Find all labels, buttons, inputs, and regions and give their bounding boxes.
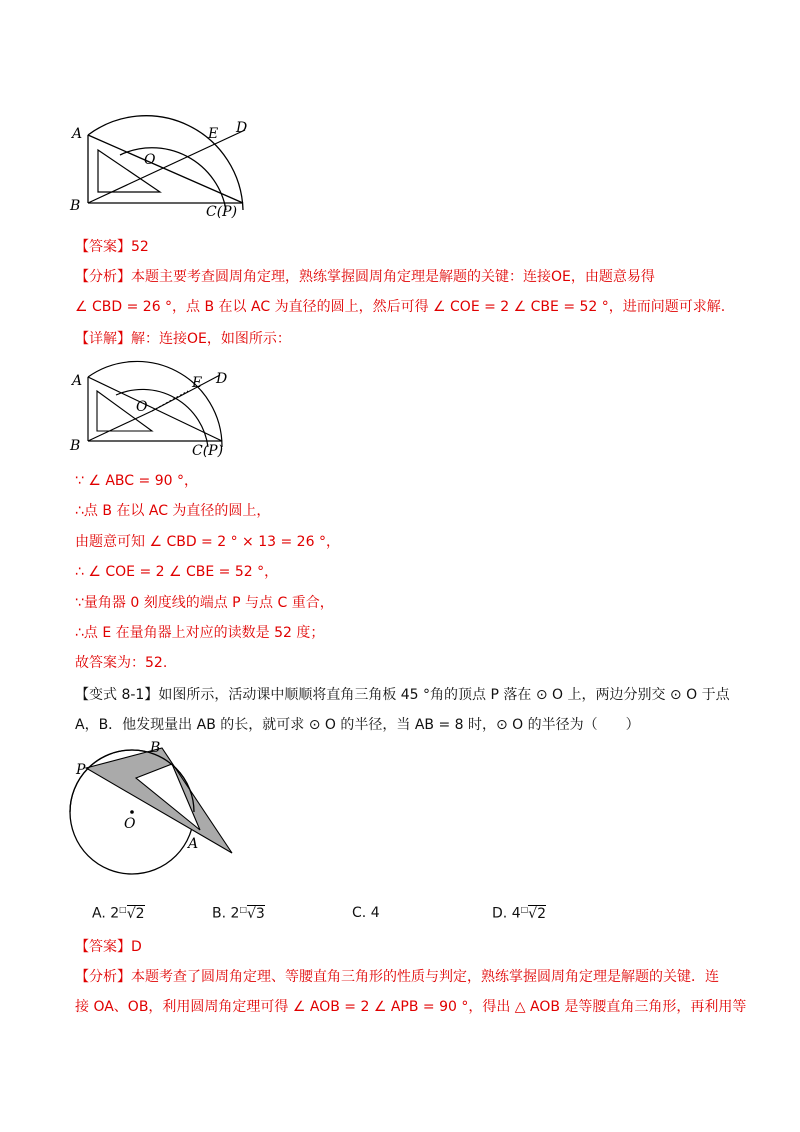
analysis-2-line1: 【分析】本题考查了圆周角定理、等腰直角三角形的性质与判定，熟练掌握圆周角定理是解题的关键．连 xyxy=(75,969,719,985)
option-b[interactable]: B. 2□√3 xyxy=(212,905,265,922)
label-b: B xyxy=(70,198,81,214)
label-cp: C(P) xyxy=(192,443,224,459)
label-e: E xyxy=(208,126,219,142)
variant-line1: 【变式 8-1】如图所示，活动课中顺顺将直角三角板 45 °角的顶点 P 落在 ⊙ O 上，两边分别交 ⊙ O 于点 xyxy=(75,687,730,703)
label-d: D xyxy=(216,371,228,387)
detail-1: 【详解】解：连接OE，如图所示： xyxy=(75,331,291,347)
label-a: A xyxy=(72,373,83,389)
step-5: ∵量角器 0 刻度线的端点 P 与点 C 重合， xyxy=(75,595,334,611)
step-1: ∵ ∠ ABC = 90 °， xyxy=(75,473,198,489)
answer-1: 【答案】52 xyxy=(75,239,149,255)
label-b: B xyxy=(70,438,81,454)
label-cp: C(P) xyxy=(206,204,238,220)
analysis-1-line2: ∠ CBD = 26 °，点 B 在以 AC 为直径的圆上，然后可得 ∠ COE = 2 ∠ CBE = 52 °，进而问题可求解. xyxy=(75,299,726,315)
protractor-figure-1 xyxy=(60,110,260,220)
variant-line2: A，B．他发现量出 AB 的长，就可求 ⊙ O 的半径，当 AB = 8 时，⊙ O 的半径为（ ） xyxy=(75,717,640,733)
label-o: O xyxy=(136,399,148,415)
step-2: ∴点 B 在以 AC 为直径的圆上， xyxy=(75,503,271,519)
protractor-figure-2 xyxy=(60,355,240,460)
step-7: 故答案为：52. xyxy=(75,655,168,671)
step-3: 由题意可知 ∠ CBD = 2 ° × 13 = 26 °， xyxy=(75,534,340,550)
step-6: ∴点 E 在量角器上对应的读数是 52 度； xyxy=(75,625,325,641)
analysis-2-line2: 接 OA、OB，利用圆周角定理可得 ∠ AOB = 2 ∠ APB = 90 °，得出 △ AOB 是等腰直角三角形，再利用等 xyxy=(75,999,747,1015)
analysis-1-line1: 【分析】本题主要考查圆周角定理，熟练掌握圆周角定理是解题的关键：连接OE，由题意易得 xyxy=(75,269,655,285)
option-c[interactable]: C. 4 xyxy=(352,905,380,921)
step-4: ∴ ∠ COE = 2 ∠ CBE = 52 °， xyxy=(75,564,279,580)
option-d[interactable]: D. 4□√2 xyxy=(492,905,547,922)
circle-triangle-figure xyxy=(62,738,252,878)
label-b: B xyxy=(150,740,161,756)
option-a[interactable]: A. 2□√2 xyxy=(92,905,145,922)
label-e: E xyxy=(192,375,203,391)
label-o: O xyxy=(144,152,156,168)
label-o: O xyxy=(124,816,136,832)
label-d: D xyxy=(236,120,248,136)
label-a: A xyxy=(188,836,199,852)
answer-2: 【答案】D xyxy=(75,939,142,955)
label-p: P xyxy=(76,762,86,778)
label-a: A xyxy=(72,126,83,142)
